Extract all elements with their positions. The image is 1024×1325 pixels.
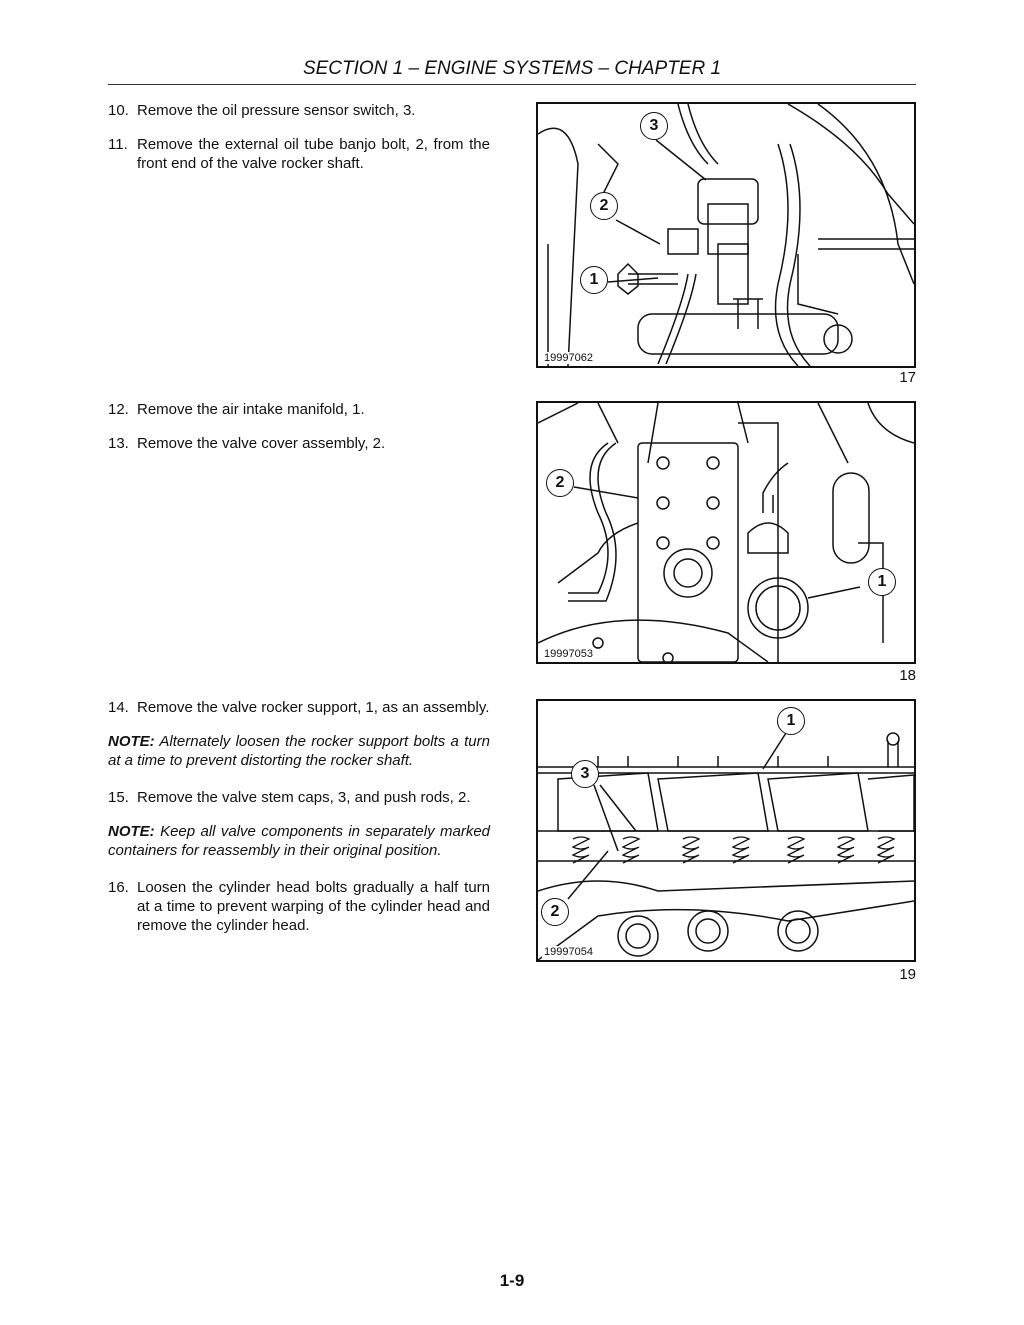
step-12 bbox=[108, 400, 490, 419]
note-valve-components bbox=[108, 822, 490, 860]
note-text: Alternately loosen the rocker support bolts a turn at a time to prevent distorting the rocker shaft. bbox=[108, 733, 490, 769]
callout-1: 1 bbox=[580, 266, 608, 294]
step-number: 14. bbox=[108, 699, 129, 716]
figure-number: 19 bbox=[899, 966, 916, 983]
figure-id-label: 19997054 bbox=[544, 946, 593, 958]
figure-id-label: 19997062 bbox=[544, 352, 593, 364]
callout-3: 3 bbox=[640, 112, 668, 140]
figure-17-illustration bbox=[536, 102, 916, 368]
step-text: Remove the valve cover assembly, 2. bbox=[137, 435, 386, 452]
valve-rocker-drawing bbox=[538, 701, 914, 960]
step-text: Remove the air intake manifold, 1. bbox=[137, 401, 365, 418]
step-number: 15. bbox=[108, 789, 129, 806]
step-15 bbox=[108, 788, 490, 807]
note-label: NOTE: bbox=[108, 733, 155, 750]
page-number: 1-9 bbox=[499, 1271, 525, 1290]
section-header: SECTION 1 – ENGINE SYSTEMS – CHAPTER 1 bbox=[302, 58, 722, 79]
callout-1: 1 bbox=[868, 568, 896, 596]
steps-group-3 bbox=[108, 698, 490, 950]
figure-18-illustration bbox=[536, 401, 916, 664]
engine-oil-sensor-drawing bbox=[538, 104, 914, 366]
figure-id-label: 19997053 bbox=[544, 648, 593, 660]
step-text: Remove the external oil tube banjo bolt, 2, from the front end of the valve rocker shaft. bbox=[137, 136, 490, 172]
step-16 bbox=[108, 878, 490, 935]
note-text: Keep all valve components in separately marked containers for reassembly in their original position. bbox=[108, 823, 490, 859]
figure-number: 18 bbox=[899, 667, 916, 684]
steps-group-2 bbox=[108, 400, 490, 468]
note-rocker-bolts bbox=[108, 732, 490, 770]
step-number: 13. bbox=[108, 435, 129, 452]
callout-1: 1 bbox=[777, 707, 805, 735]
step-number: 11. bbox=[108, 136, 128, 153]
step-text: Remove the valve rocker support, 1, as an assembly. bbox=[137, 699, 490, 716]
step-text: Remove the oil pressure sensor switch, 3. bbox=[137, 102, 416, 119]
step-text: Remove the valve stem caps, 3, and push rods, 2. bbox=[137, 789, 471, 806]
steps-group-1 bbox=[108, 101, 490, 188]
callout-2: 2 bbox=[590, 192, 618, 220]
callout-3: 3 bbox=[571, 760, 599, 788]
step-14 bbox=[108, 698, 490, 717]
valve-cover-drawing bbox=[538, 403, 914, 662]
step-number: 12. bbox=[108, 401, 129, 418]
step-text: Loosen the cylinder head bolts gradually a half turn at a time to prevent warping of the cylinder head and remove the cylinder head. bbox=[137, 879, 490, 934]
note-label: NOTE: bbox=[108, 823, 155, 840]
step-number: 16. bbox=[108, 879, 129, 896]
figure-number: 17 bbox=[899, 369, 916, 386]
step-10 bbox=[108, 101, 490, 120]
step-11 bbox=[108, 135, 490, 173]
step-number: 10. bbox=[108, 102, 129, 119]
figure-19-illustration bbox=[536, 699, 916, 962]
header-divider bbox=[108, 84, 916, 85]
callout-2: 2 bbox=[546, 469, 574, 497]
step-13 bbox=[108, 434, 490, 453]
callout-2: 2 bbox=[541, 898, 569, 926]
